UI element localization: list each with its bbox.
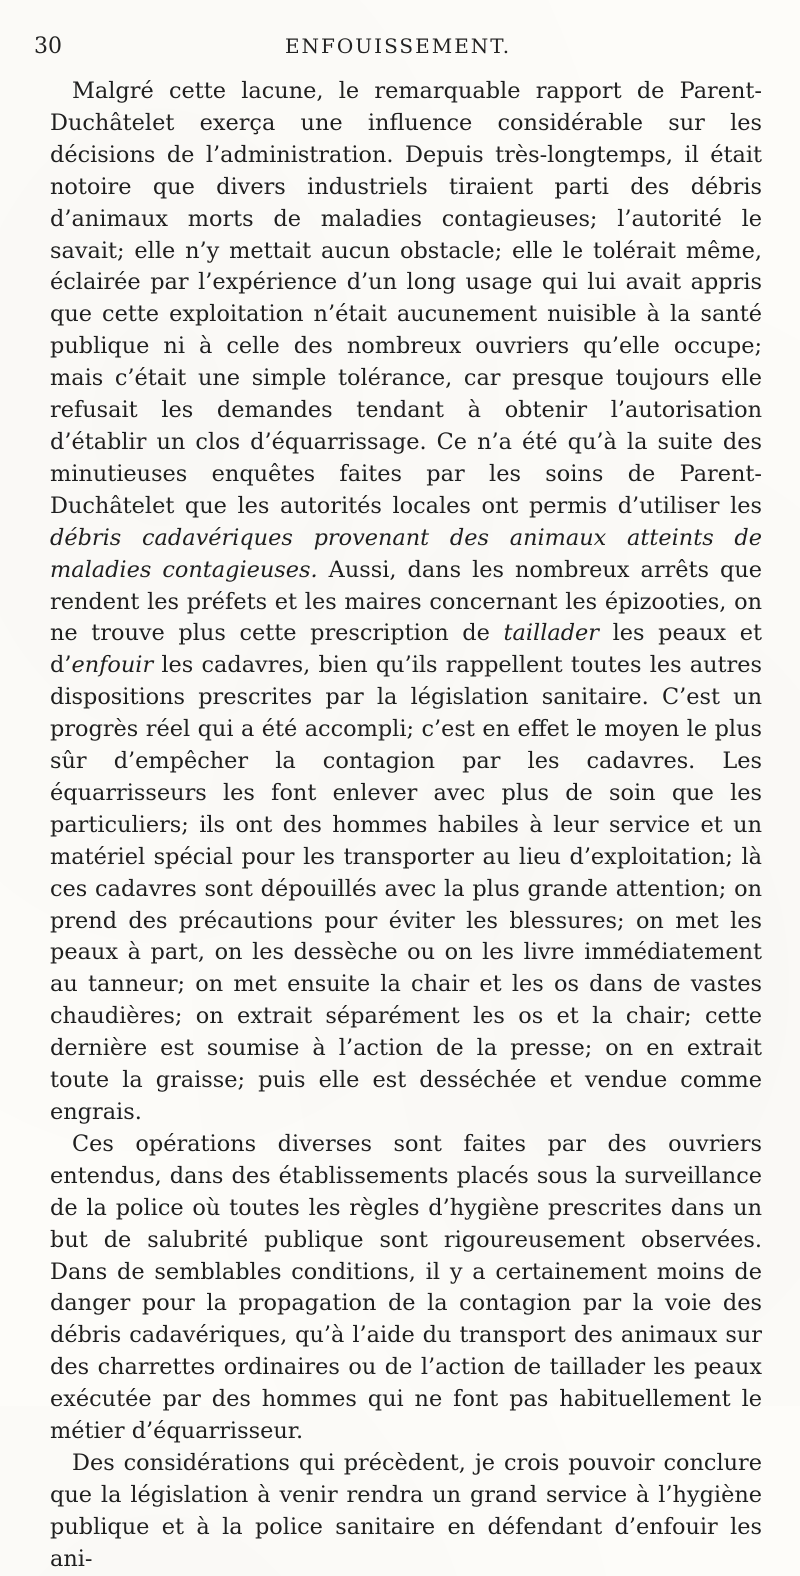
running-title: ENFOUISSEMENT. [284,34,512,58]
text-run: Malgré cette lacune, le remarquable rapport de Parent-Duchâtelet exerça une influence considérable sur les décisions de l’administration. Depuis très-longtemps, il était notoire que divers industriels tiraient parti des débris d’animaux morts de maladies contagieuses; l’autorité le savait; elle n’y mettait aucun obstacle; elle le tolérait même, éclairée par l’expérience d’un long usage qui lui avait appris que cette exploitation n’était aucunement nuisible à la santé publique ni à celle des nombreux ouvriers qu’elle occupe; mais c’était une simple tolérance, car presque toujours elle refusait les demandes tendant à obtenir l’autorisation d’établir un clos d’équarrissage. Ce n’a été qu’à la suite des minutieuses enquêtes faites par les soins de Parent-Duchâtelet que les autorités locales ont permis d’utiliser les [50,78,762,519]
body-text [50,76,762,1576]
text-run: les peaux et d’ [50,620,763,679]
text-run: Aussi, dans les nombreux arrêts que rendent les préfets et les maires concernant les épizooties, on ne trouve plus cette prescription de [50,556,762,647]
paragraph [50,76,762,1129]
italic-run: enfouir [71,652,154,679]
text-run: Ces opérations diverses sont faites par des ouvriers entendus, dans des établissements placés sous la surveillance de la police où toutes les règles d’hygiène prescrites dans un but de salubrité publique sont rigoureusement observées. Dans de semblables conditions, il y a certainement moins de danger pour la propagation de la contagion par la voie des débris cadavériques, qu’à l’aide du transport des animaux sur des charrettes ordinaires ou de l’action de taillader les peaux exécutée par des hommes qui ne font pas habituellement le métier d’équarrisseur. [50,1130,762,1445]
running-head [34,28,762,62]
paragraph [50,1448,762,1576]
page-number: 30 [34,34,62,59]
italic-run: débris cadavériques provenant des animaux atteints de maladies contagieuses. [50,524,762,583]
paragraph [50,1129,762,1448]
text-run: les cadavres, bien qu’ils rappellent toutes les autres dispositions prescrites par la législation sanitaire. C’est un progrès réel qui a été accompli; c’est en effet le moyen le plus sûr d’empêcher la contagion par les cadavres. Les équarrisseurs les font enlever avec plus de soin que les particuliers; ils ont des hommes habiles à leur service et un matériel spécial pour les transporter au lieu d’exploitation; là ces cadavres sont dépouillés avec la plus grande attention; on prend des précautions pour éviter les blessures; on met les peaux à part, on les dessèche ou on les livre immédiatement au tanneur; on met ensuite la chair et les os dans de vastes chaudières; on extrait séparément les os et la chair; cette dernière est soumise à l’action de la presse; on en extrait toute la graisse; puis elle est desséchée et vendue comme engrais. [50,652,762,1125]
italic-run: taillader [503,620,599,647]
text-run: Des considérations qui précèdent, je crois pouvoir conclure que la législation à venir rendra un grand service à l’hygiène publique et à la police sanitaire en défendant d’enfouir les ani- [50,1449,762,1572]
